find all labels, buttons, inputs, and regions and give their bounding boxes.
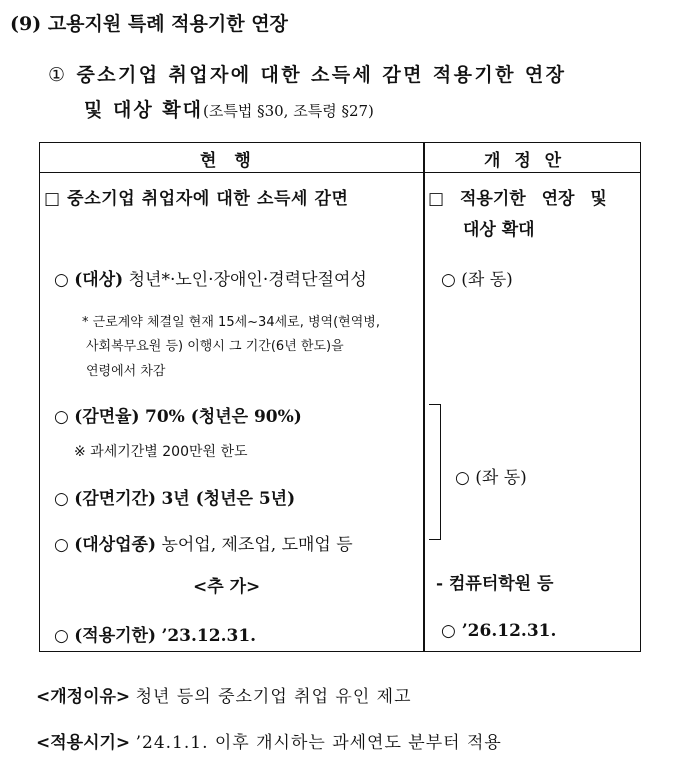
target-note-line3: 연령에서 차감 — [86, 364, 166, 379]
current-industry-row — [54, 530, 353, 555]
target-text: 청년*·노인·장애인·경력단절여성 — [128, 270, 367, 290]
header-proposed: 개 정 안 — [484, 151, 566, 171]
rate-label: (감면율) — [74, 407, 140, 427]
current-rate-row — [54, 402, 302, 427]
bullet: ○ — [54, 626, 69, 646]
table-header-divider — [39, 172, 641, 173]
target-note-line2: 사회복무요원 등) 이행시 그 기간(6년 한도)을 — [86, 339, 344, 354]
deadline-text: ’23.12.31. — [161, 626, 257, 646]
apply-text: ’24.1.1. 이후 개시하는 과세연도 분부터 적용 — [135, 733, 502, 753]
apply-row — [36, 728, 502, 753]
reason-row — [36, 682, 412, 707]
proposed-box-title-line2: 대상 확대 — [463, 220, 535, 240]
industry-label: (대상업종) — [74, 535, 157, 555]
item-title-line1: 중소기업 취업자에 대한 소득세 감면 적용기한 연장 — [76, 64, 567, 86]
apply-label: <적용시기> — [36, 733, 131, 753]
deadline-label: (적용기한) — [74, 626, 157, 646]
period-text: 3년 (청년은 5년) — [161, 489, 296, 509]
legal-reference: (조특법 §30, 조특령 §27) — [203, 102, 374, 120]
item-marker: ① — [48, 64, 68, 86]
rate-note: ※ 과세기간별 200만원 한도 — [74, 444, 248, 460]
proposed-deadline: ○ ’26.12.31. — [441, 621, 557, 641]
proposed-add-text: - 컴퓨터학원 등 — [436, 574, 554, 594]
bullet: ○ — [54, 489, 69, 509]
reason-text: 청년 등의 중소기업 취업 유인 제고 — [135, 687, 412, 707]
current-target-row — [54, 265, 367, 290]
proposed-same-group: ○ (좌 동) — [455, 468, 527, 488]
bullet: ○ — [54, 270, 69, 290]
target-note-line1: * 근로계약 체결일 현재 15세~34세로, 병역(현역병, — [82, 315, 380, 330]
section-heading: (9) 고용지원 특례 적용기한 연장 — [10, 13, 288, 35]
grouping-bracket — [429, 404, 441, 540]
proposed-box-title-line1: □ 적용기한 연장 및 — [428, 189, 607, 209]
industry-text: 농어업, 제조업, 도매업 등 — [161, 535, 353, 555]
current-box-title: □ 중소기업 취업자에 대한 소득세 감면 — [44, 189, 349, 209]
current-deadline-row — [54, 621, 256, 646]
proposed-same-target: ○ (좌 동) — [441, 270, 513, 290]
target-label: (대상) — [74, 270, 124, 290]
current-period-row — [54, 484, 295, 509]
reason-label: <개정이유> — [36, 687, 131, 707]
bullet: ○ — [54, 407, 69, 427]
item-title-line2: 및 대상 확대 — [84, 99, 203, 121]
header-current: 현 행 — [200, 151, 257, 171]
rate-text: 70% (청년은 90%) — [145, 407, 302, 427]
item-title-second — [84, 95, 374, 122]
bullet: ○ — [54, 535, 69, 555]
table-column-divider — [423, 142, 425, 652]
item-title — [48, 60, 566, 87]
period-label: (감면기간) — [74, 489, 157, 509]
add-label: <추 가> — [193, 577, 261, 597]
